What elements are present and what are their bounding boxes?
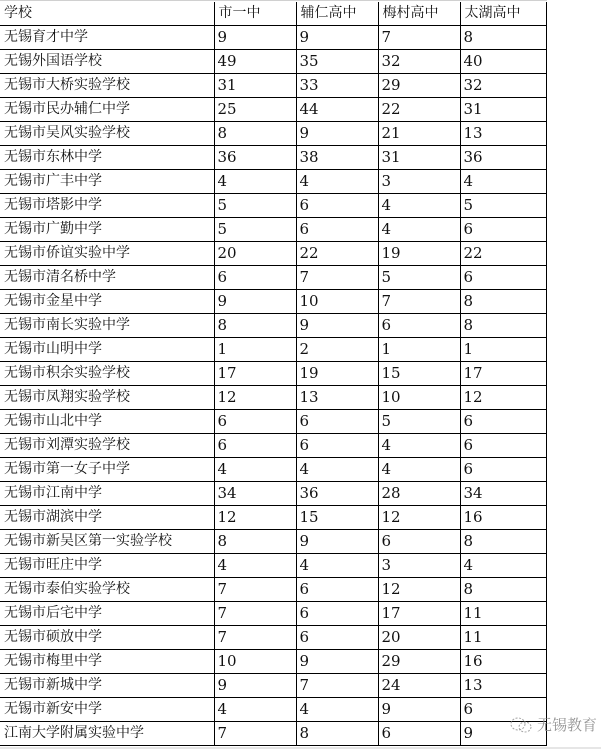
count-cell: 7 bbox=[378, 26, 460, 50]
count-cell: 34 bbox=[214, 482, 296, 506]
school-name-cell: 无锡市新安中学 bbox=[0, 698, 214, 722]
school-name-cell: 无锡市南长实验中学 bbox=[0, 314, 214, 338]
count-cell: 31 bbox=[378, 146, 460, 170]
school-name-cell: 江南大学附属实验中学 bbox=[0, 722, 214, 746]
count-cell: 32 bbox=[460, 74, 546, 98]
table-row bbox=[0, 50, 546, 74]
count-cell: 6 bbox=[460, 266, 546, 290]
count-cell: 29 bbox=[378, 650, 460, 674]
count-cell: 44 bbox=[296, 98, 378, 122]
count-cell: 8 bbox=[460, 578, 546, 602]
count-cell: 5 bbox=[214, 194, 296, 218]
count-cell: 4 bbox=[460, 170, 546, 194]
count-cell: 6 bbox=[460, 698, 546, 722]
count-cell: 5 bbox=[378, 410, 460, 434]
count-cell: 9 bbox=[296, 650, 378, 674]
count-cell: 3 bbox=[378, 170, 460, 194]
count-cell: 21 bbox=[378, 122, 460, 146]
table-row bbox=[0, 26, 546, 50]
table-row bbox=[0, 458, 546, 482]
count-cell: 9 bbox=[378, 698, 460, 722]
table-row bbox=[0, 626, 546, 650]
table-row bbox=[0, 170, 546, 194]
count-cell: 4 bbox=[460, 554, 546, 578]
table-row bbox=[0, 338, 546, 362]
table-row bbox=[0, 146, 546, 170]
table-row bbox=[0, 290, 546, 314]
count-cell: 10 bbox=[214, 650, 296, 674]
count-cell: 6 bbox=[214, 266, 296, 290]
school-name-cell: 无锡育才中学 bbox=[0, 26, 214, 50]
wechat-icon bbox=[509, 716, 533, 734]
school-name-cell: 无锡市清名桥中学 bbox=[0, 266, 214, 290]
watermark-text: 无锡教育 bbox=[536, 716, 597, 734]
school-name-cell: 无锡市吴风实验学校 bbox=[0, 122, 214, 146]
count-cell: 7 bbox=[296, 674, 378, 698]
count-cell: 17 bbox=[460, 362, 546, 386]
school-name-cell: 无锡市东林中学 bbox=[0, 146, 214, 170]
top-border bbox=[0, 0, 601, 1]
count-cell: 5 bbox=[214, 218, 296, 242]
count-cell: 12 bbox=[214, 386, 296, 410]
count-cell: 4 bbox=[214, 554, 296, 578]
table-row bbox=[0, 314, 546, 338]
count-cell: 28 bbox=[378, 482, 460, 506]
count-cell: 1 bbox=[214, 338, 296, 362]
count-cell: 12 bbox=[378, 506, 460, 530]
count-cell: 9 bbox=[296, 314, 378, 338]
count-cell: 4 bbox=[378, 434, 460, 458]
count-cell: 33 bbox=[296, 74, 378, 98]
count-cell: 6 bbox=[296, 434, 378, 458]
school-name-cell: 无锡市梅里中学 bbox=[0, 650, 214, 674]
count-cell: 20 bbox=[378, 626, 460, 650]
school-name-cell: 无锡市旺庄中学 bbox=[0, 554, 214, 578]
count-cell: 6 bbox=[214, 410, 296, 434]
school-name-cell: 无锡市江南中学 bbox=[0, 482, 214, 506]
table-row bbox=[0, 194, 546, 218]
count-cell: 8 bbox=[214, 314, 296, 338]
count-cell: 6 bbox=[378, 722, 460, 746]
school-name-cell: 无锡市侨谊实验中学 bbox=[0, 242, 214, 266]
count-cell: 20 bbox=[214, 242, 296, 266]
count-cell: 6 bbox=[296, 194, 378, 218]
count-cell: 6 bbox=[460, 458, 546, 482]
school-name-cell: 无锡外国语学校 bbox=[0, 50, 214, 74]
school-name-cell: 无锡市广丰中学 bbox=[0, 170, 214, 194]
count-cell: 40 bbox=[460, 50, 546, 74]
table-row bbox=[0, 242, 546, 266]
count-cell: 9 bbox=[296, 26, 378, 50]
count-cell: 4 bbox=[378, 218, 460, 242]
count-cell: 7 bbox=[214, 626, 296, 650]
table-row bbox=[0, 602, 546, 626]
column-header: 梅村高中 bbox=[378, 2, 460, 26]
count-cell: 6 bbox=[460, 434, 546, 458]
school-name-cell: 无锡市积余实验学校 bbox=[0, 362, 214, 386]
table-row bbox=[0, 506, 546, 530]
school-name-cell: 无锡市湖滨中学 bbox=[0, 506, 214, 530]
count-cell: 13 bbox=[460, 122, 546, 146]
count-cell: 7 bbox=[296, 266, 378, 290]
count-cell: 15 bbox=[296, 506, 378, 530]
count-cell: 8 bbox=[460, 314, 546, 338]
count-cell: 7 bbox=[214, 578, 296, 602]
count-cell: 4 bbox=[214, 458, 296, 482]
count-cell: 8 bbox=[214, 122, 296, 146]
count-cell: 3 bbox=[378, 554, 460, 578]
count-cell: 31 bbox=[460, 98, 546, 122]
school-name-cell: 无锡市山北中学 bbox=[0, 410, 214, 434]
count-cell: 34 bbox=[460, 482, 546, 506]
count-cell: 24 bbox=[378, 674, 460, 698]
column-header: 学校 bbox=[0, 2, 214, 26]
count-cell: 6 bbox=[378, 314, 460, 338]
count-cell: 12 bbox=[460, 386, 546, 410]
admissions-table bbox=[0, 2, 547, 746]
count-cell: 1 bbox=[378, 338, 460, 362]
watermark bbox=[509, 714, 597, 735]
count-cell: 6 bbox=[378, 530, 460, 554]
count-cell: 5 bbox=[460, 194, 546, 218]
count-cell: 9 bbox=[214, 674, 296, 698]
count-cell: 1 bbox=[460, 338, 546, 362]
column-header: 市一中 bbox=[214, 2, 296, 26]
table-row bbox=[0, 386, 546, 410]
count-cell: 8 bbox=[214, 530, 296, 554]
count-cell: 36 bbox=[214, 146, 296, 170]
table-row bbox=[0, 674, 546, 698]
column-header: 太湖高中 bbox=[460, 2, 546, 26]
count-cell: 13 bbox=[460, 674, 546, 698]
count-cell: 32 bbox=[378, 50, 460, 74]
table-row bbox=[0, 650, 546, 674]
school-name-cell: 无锡市凤翔实验学校 bbox=[0, 386, 214, 410]
count-cell: 7 bbox=[214, 602, 296, 626]
count-cell: 8 bbox=[460, 530, 546, 554]
count-cell: 17 bbox=[378, 602, 460, 626]
count-cell: 22 bbox=[296, 242, 378, 266]
count-cell: 25 bbox=[214, 98, 296, 122]
school-name-cell: 无锡市广勤中学 bbox=[0, 218, 214, 242]
count-cell: 22 bbox=[378, 98, 460, 122]
count-cell: 9 bbox=[296, 530, 378, 554]
count-cell: 35 bbox=[296, 50, 378, 74]
count-cell: 11 bbox=[460, 602, 546, 626]
count-cell: 6 bbox=[296, 602, 378, 626]
count-cell: 22 bbox=[460, 242, 546, 266]
count-cell: 19 bbox=[296, 362, 378, 386]
table-row bbox=[0, 218, 546, 242]
table-row bbox=[0, 482, 546, 506]
table-header-row bbox=[0, 2, 546, 26]
school-name-cell: 无锡市山明中学 bbox=[0, 338, 214, 362]
count-cell: 12 bbox=[214, 506, 296, 530]
count-cell: 29 bbox=[378, 74, 460, 98]
count-cell: 4 bbox=[214, 170, 296, 194]
count-cell: 10 bbox=[378, 386, 460, 410]
count-cell: 4 bbox=[296, 698, 378, 722]
count-cell: 15 bbox=[378, 362, 460, 386]
count-cell: 4 bbox=[296, 554, 378, 578]
count-cell: 12 bbox=[378, 578, 460, 602]
count-cell: 6 bbox=[460, 410, 546, 434]
count-cell: 19 bbox=[378, 242, 460, 266]
count-cell: 6 bbox=[296, 410, 378, 434]
table-row bbox=[0, 722, 546, 746]
count-cell: 31 bbox=[214, 74, 296, 98]
count-cell: 9 bbox=[296, 122, 378, 146]
count-cell: 5 bbox=[378, 266, 460, 290]
table-row bbox=[0, 530, 546, 554]
count-cell: 13 bbox=[296, 386, 378, 410]
count-cell: 8 bbox=[296, 722, 378, 746]
school-name-cell: 无锡市硕放中学 bbox=[0, 626, 214, 650]
count-cell: 6 bbox=[296, 218, 378, 242]
count-cell: 4 bbox=[378, 194, 460, 218]
count-cell: 7 bbox=[214, 722, 296, 746]
count-cell: 4 bbox=[378, 458, 460, 482]
count-cell: 4 bbox=[296, 170, 378, 194]
table-row bbox=[0, 434, 546, 458]
table-row bbox=[0, 74, 546, 98]
count-cell: 16 bbox=[460, 506, 546, 530]
count-cell: 10 bbox=[296, 290, 378, 314]
count-cell: 38 bbox=[296, 146, 378, 170]
count-cell: 6 bbox=[214, 434, 296, 458]
table-row bbox=[0, 266, 546, 290]
table-row bbox=[0, 122, 546, 146]
school-name-cell: 无锡市新吴区第一实验学校 bbox=[0, 530, 214, 554]
school-name-cell: 无锡市金星中学 bbox=[0, 290, 214, 314]
count-cell: 6 bbox=[296, 626, 378, 650]
count-cell: 8 bbox=[460, 290, 546, 314]
column-header: 辅仁高中 bbox=[296, 2, 378, 26]
table-row bbox=[0, 362, 546, 386]
count-cell: 9 bbox=[214, 26, 296, 50]
count-cell: 2 bbox=[296, 338, 378, 362]
table-row bbox=[0, 554, 546, 578]
count-cell: 36 bbox=[296, 482, 378, 506]
school-name-cell: 无锡市塔影中学 bbox=[0, 194, 214, 218]
table-row bbox=[0, 578, 546, 602]
school-name-cell: 无锡市民办辅仁中学 bbox=[0, 98, 214, 122]
count-cell: 11 bbox=[460, 626, 546, 650]
school-name-cell: 无锡市后宅中学 bbox=[0, 602, 214, 626]
school-name-cell: 无锡市新城中学 bbox=[0, 674, 214, 698]
count-cell: 8 bbox=[460, 26, 546, 50]
count-cell: 7 bbox=[378, 290, 460, 314]
blank-margin bbox=[547, 0, 601, 749]
school-name-cell: 无锡市第一女子中学 bbox=[0, 458, 214, 482]
table-row bbox=[0, 410, 546, 434]
school-name-cell: 无锡市泰伯实验学校 bbox=[0, 578, 214, 602]
count-cell: 36 bbox=[460, 146, 546, 170]
count-cell: 6 bbox=[460, 218, 546, 242]
count-cell: 4 bbox=[296, 458, 378, 482]
table-row bbox=[0, 698, 546, 722]
table-row bbox=[0, 98, 546, 122]
school-name-cell: 无锡市大桥实验学校 bbox=[0, 74, 214, 98]
school-name-cell: 无锡市刘潭实验学校 bbox=[0, 434, 214, 458]
count-cell: 17 bbox=[214, 362, 296, 386]
count-cell: 49 bbox=[214, 50, 296, 74]
count-cell: 9 bbox=[460, 722, 546, 746]
count-cell: 6 bbox=[296, 578, 378, 602]
count-cell: 4 bbox=[214, 698, 296, 722]
count-cell: 9 bbox=[214, 290, 296, 314]
count-cell: 16 bbox=[460, 650, 546, 674]
